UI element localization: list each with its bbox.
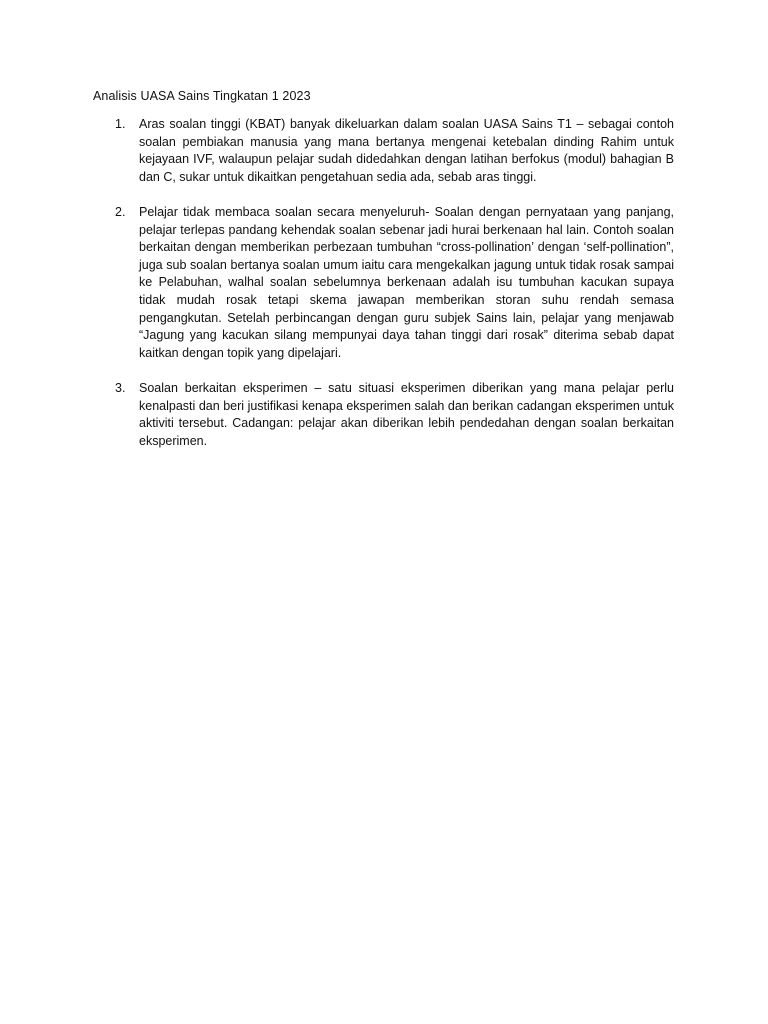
list-item-number: 3. [115, 380, 126, 395]
list-item [93, 380, 674, 450]
list-item [93, 116, 674, 186]
list-item-text: Soalan berkaitan eksperimen – satu situasi eksperimen diberikan yang mana pelajar perlu kenalpasti dan beri justifikasi kenapa eksperimen salah dan berikan cadangan eksperimen untuk aktiviti tersebut. Cadangan: pelajar akan diberikan lebih pendedahan dengan soalan berkaitan eksperimen. [139, 380, 674, 448]
list-item [93, 204, 674, 362]
list-item-text: Aras soalan tinggi (KBAT) banyak dikeluarkan dalam soalan UASA Sains T1 – sebagai contoh soalan pembiakan manusia yang mana bertanya mengenai ketebalan dinding Rahim untuk kejayaan IVF, walaupun pelajar sudah didedahkan dengan latihan berfokus (modul) bahagian B dan C, sukar untuk dikaitkan pengetahuan sedia ada, sebab aras tinggi. [139, 117, 674, 184]
list-item-number: 2. [115, 204, 126, 219]
analysis-list [93, 116, 674, 468]
list-item-text: Pelajar tidak membaca soalan secara menyeluruh- Soalan dengan pernyataan yang panjang, pelajar terlepas pandang kehendak soalan sebenar jadi hurai berkenaan hal lain. Contoh soalan berkaitan dengan memberikan perbezaan tumbuhan “cross-pollination’ dengan ‘self-pollination”, juga sub soalan bertanya soalan umum iaitu cara mengekalkan jagung untuk tidak rosak sampai ke Pelabuhan, walhal soalan sebelumnya berkenaan adalah isu tumbuhan kacukan supaya tidak mudah rosak tetapi skema jawapan memberikan storan suhu rendah semasa pengangkutan. Setelah perbincangan dengan guru subjek Sains lain, pelajar yang menjawab “Jagung yang kacukan silang mempunyai daya tahan tinggi dari rosak” diterima sebab dapat kaitkan dengan topik yang dipelajari. [139, 204, 674, 360]
document-title: Analisis UASA Sains Tingkatan 1 2023 [93, 89, 311, 103]
list-item-number: 1. [115, 117, 126, 131]
